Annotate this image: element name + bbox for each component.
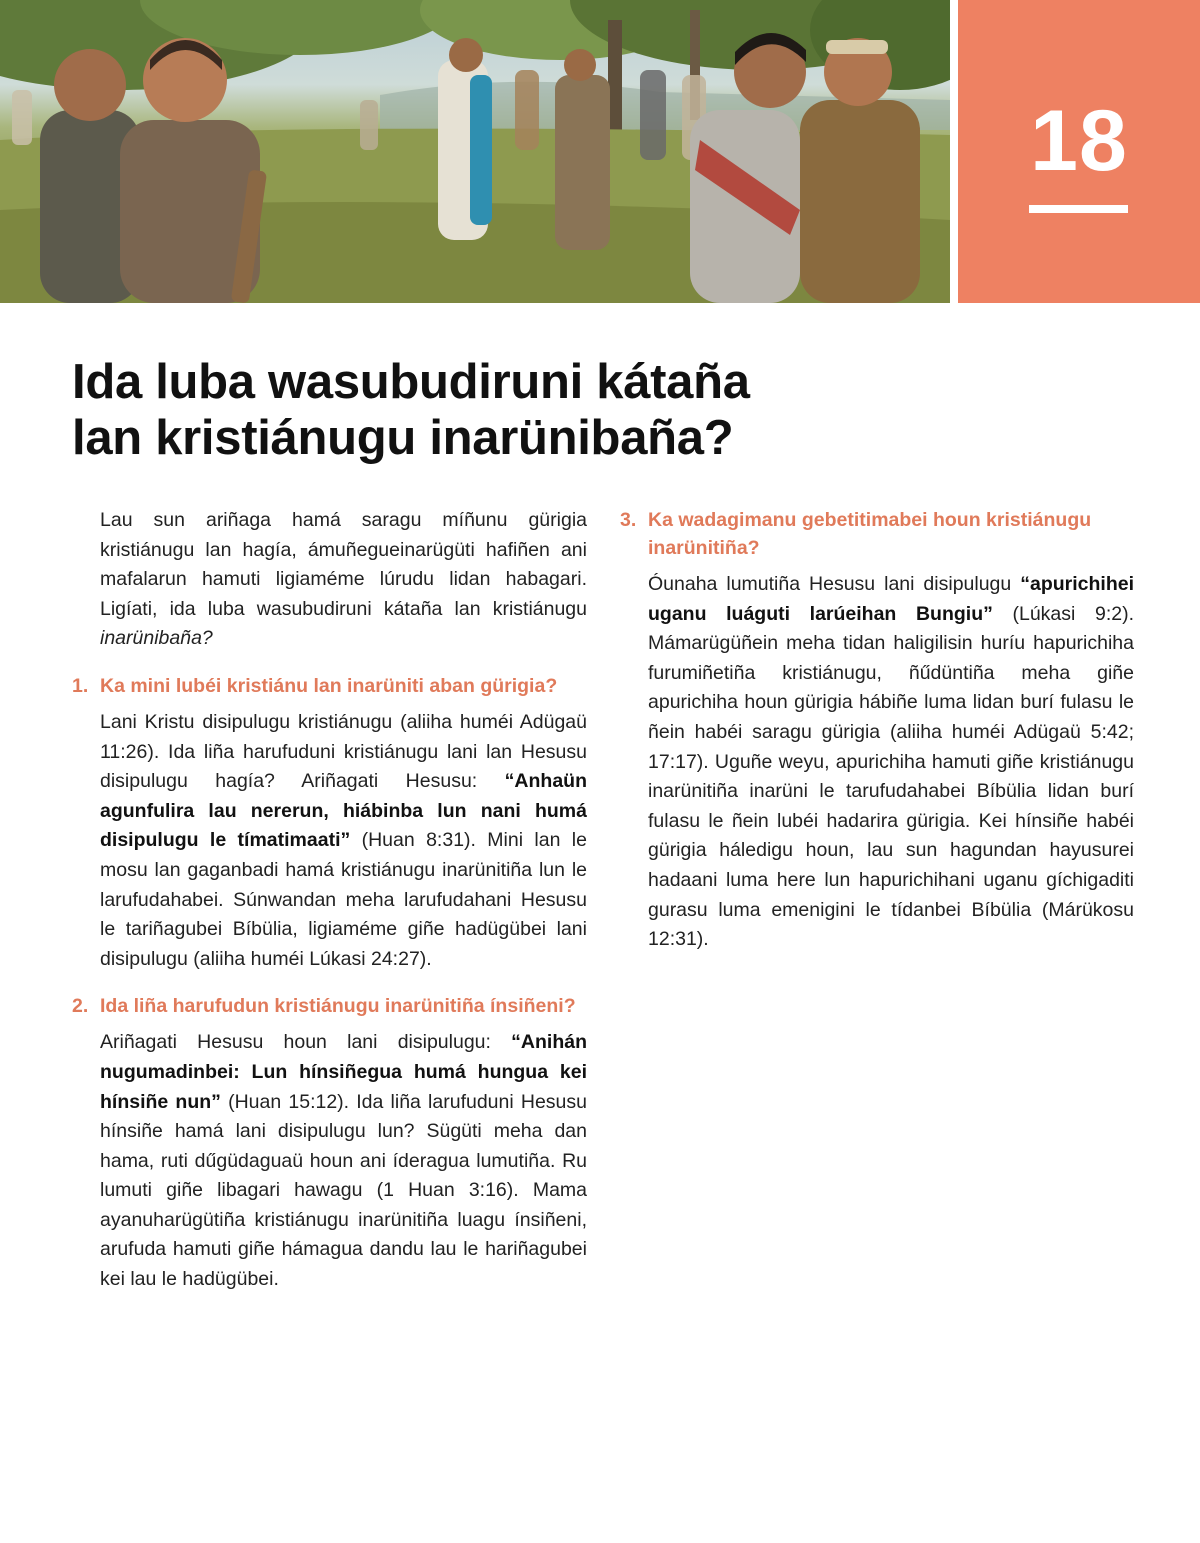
- section-2-answer: Ariñagati Hesusu houn lani disipulugu: “Anihán nugumadinbei: Lun hínsiñegua humá hungua kei hínsiñe nun” (Huan 15:12). Ida liña larufuduni Hesusu hínsiñe hamá lani disipulugu lun? Sügüti meha dan hama, ruti dűgüdaguaü houn ani íderagua lumutiña. Ru lumuti giñe libagari hawagu (1 Huan 3:16). Mama ayanuharügütiña kristiánugu inarünitiña luagu ínsiñeni, arufuda hamuti giñe hámagua dandu lau le hariñagubei kei lau le hadügübei.: [100, 1031, 587, 1291]
- lesson-number-badge: [958, 0, 1200, 303]
- lesson-title-line-2: lan kristiánugu inarünibaña?: [72, 411, 734, 465]
- lesson-number: 18: [1030, 93, 1128, 189]
- lesson-title: [72, 354, 892, 466]
- section-2: [72, 992, 587, 1294]
- disciples-walking-illustration: [0, 0, 950, 303]
- section-3-answer: Óunaha lumutiña Hesusu lani disipulugu “apurichihei uganu luáguti larúeihan Bungiu” (Lúkasi 9:2). Mámarügüñein meha tidan haligilisin huríu hapurichiha furumiñetiña kristiánugu, ñűdüntiña meha giñe apurichiha houn gürigia hábiñe luma lidan burí fulasu le ñein habéi saragu gürigia (aliiha huméi Adügaü 5:42; 17:17). Uguñe weyu, apurichiha hamuti giñe kristiánugu inarünitiña inarüni le tarufudahabei Bíbülia lidan burí fulasu le ñein lubéi hadarira gürigia. Kei hínsiñe habéi gürigia háledigu houn, lau sun hagundan hayusurei hadaani luma here lun hapurichihani uganu gíchigaditi gurasu luma emenigini le tídanbei Bíbülia (Márükosu 12:31).: [648, 573, 1134, 951]
- section-3-scripture-quote: “apurichihei uganu luáguti larúeihan Bungiu”: [648, 573, 1134, 625]
- section-3: [620, 506, 1134, 955]
- left-column: [72, 506, 587, 1295]
- intro-emphasis: inarünibaña?: [100, 627, 213, 650]
- section-1: [72, 672, 587, 974]
- intro-paragraph: Lau sun ariñaga hamá saragu míñunu gürigia kristiánugu lan hagía, ámuñegueinarügüti hafiñen ani mafalarun hamuti ligiaméme lúrudu lidan habagari. Ligíati, ida luba wasubudiruni kátaña lan kristiánugu inarünibaña?: [100, 509, 587, 650]
- section-3-question: 3. Ka wadagimanu gebetitimabei houn kristiánugu inarünitiña?: [620, 509, 1092, 559]
- section-2-scripture-quote: “Anihán nugumadinbei: Lun hínsiñegua humá hungua kei hínsiñe nun”: [100, 1031, 587, 1113]
- badge-underline: [1029, 205, 1128, 213]
- section-2-question: 2. Ida liña harufudun kristiánugu inarünitiña ínsiñeni?: [72, 995, 576, 1018]
- lesson-title-line-1: Ida luba wasubudiruni kátaña: [72, 355, 750, 409]
- right-column: [620, 506, 1134, 955]
- lesson-illustration: [0, 0, 950, 303]
- section-1-answer: Lani Kristu disipulugu kristiánugu (aliiha huméi Adügaü 11:26). Ida liña harufuduni kristiánugu lani lan Hesusu disipulugu hagía? Ariñagati Hesusu: “Anhaün agunfulira lau nererun, hiábinba lun nani humá disipulugu le tímatimaati” (Huan 8:31). Mini lan le mosu lan gaganbadi hamá kristiánugu inarünitiña lun le larufudahabei. Súnwandan meha larufudahani Hesusu le tariñagubei Bíbülia, ligiaméme giñe hadügübei lani disipulugu (aliiha huméi Lúkasi 24:27).: [100, 710, 587, 970]
- section-1-scripture-quote: “Anhaün agunfulira lau nererun, hiábinba lun nani humá disipulugu le tímatimaati”: [100, 770, 587, 852]
- section-1-question: 1. Ka mini lubéi kristiánu lan inarüniti aban gürigia?: [72, 674, 558, 697]
